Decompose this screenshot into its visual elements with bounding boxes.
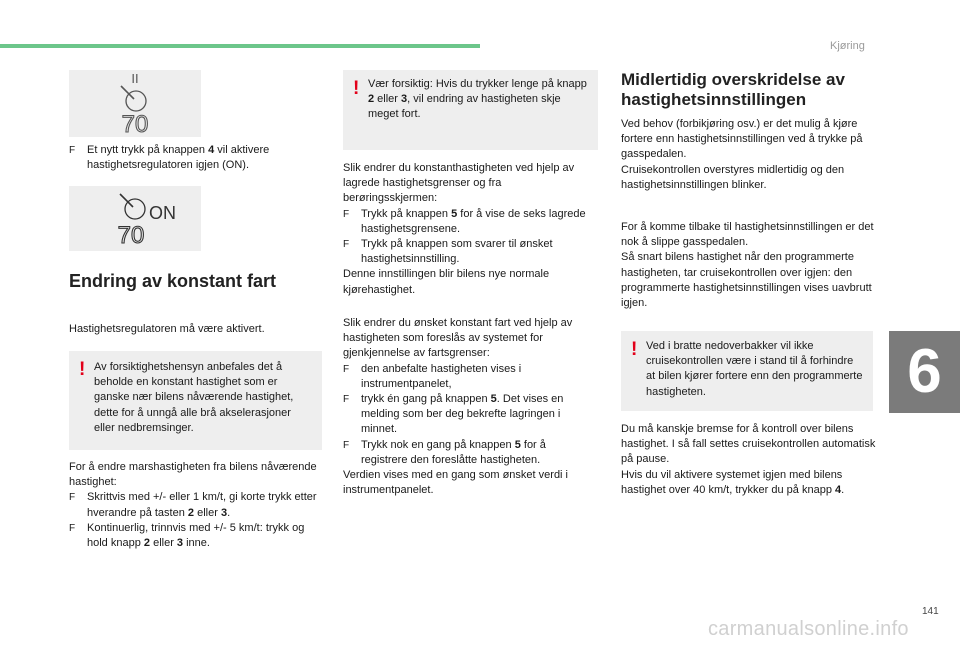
figure-paused-display [69, 70, 201, 137]
warning-box [343, 70, 598, 150]
warning-box [621, 331, 873, 411]
warning-text: Av forsiktighetshensyn anbefales det å beholde en konstant hastighet som er ganske nær bilens nåværende hastighet, dette for å unngå alle brå akselerasjoner eller nedbremsinger. [94, 361, 294, 434]
heading-midlertidig: Midlertidig overskridelse av hastighetsinnstillingen [621, 70, 845, 109]
figure-on-display [69, 186, 201, 251]
section-color-bar [0, 44, 480, 48]
bullet-mark: F [69, 145, 76, 156]
speed-value: 70 [121, 111, 149, 137]
page-number: 141 [922, 606, 939, 617]
warning-box [69, 351, 322, 450]
warning-icon: ! [631, 339, 638, 360]
brake-text: Du må kanskje bremse for å kontroll over bilens hastighet. I så fall settes cruisekontrollen automatisk på pause. Hvis du vil aktivere systemet igjen med bilens hastighet over 40 km/t, trykker du på knapp 4. [621, 423, 876, 496]
watermark: carmanualsonline.info [708, 618, 909, 640]
heading-endring: Endring av konstant fart [69, 271, 277, 291]
speedometer-paused-icon [69, 70, 201, 137]
speedometer-on-icon [69, 186, 201, 251]
suggest-instructions: Slik endrer du ønsket konstant fart ved hjelp av hastigheten som foreslås av systemet for gjenkjennelse av fartsgrenser: F den anbefalte hastigheten vises i instrumentpanelet, F trykk én gang på knappen 5. Det vises en melding som ber deg bekrefte lagringen i minnet. F Trykk nok en gang på knappen 5 for å registrere den foreslåtte hastigheten. Verdien vises med en gang som ønsket verdi i instrumentpanelet. [343, 317, 573, 497]
pause-glyph: II [131, 71, 139, 86]
warning-text: Vær forsiktig: Hvis du trykker lenge på knapp 2 eller 3, vil endring av hastigheten skje meget fort. [368, 78, 587, 121]
change-instructions: For å endre marshastigheten fra bilens nåværende hastighet: F Skrittvis med +/- eller 1 km/t, gi korte trykk etter hverandre på tasten 2 eller 3. F Kontinuerlig, trinnvis med +/- 5 km/t: trykk og hold knapp 2 eller 3 inne. [69, 461, 317, 550]
memory-instructions: Slik endrer du konstanthastigheten ved hjelp av lagrede hastighetsgrenser og fra berøringsskjermen: F Trykk på knappen 5 for å vise de seks lagrede hastighetsgrensene. F Trykk på knappen som svarer til ønsket hastighetsinnstilling. Denne innstillingen blir bilens nye normale kjørehastighet. [343, 162, 586, 296]
return-text: For å komme tilbake til hastighetsinnstillingen er det nok å slippe gasspedalen. Så snart bilens hastighet når den programmerte hastigheten, tar cruisekontrollen over igjen: den programmerte hastighetsinnstillingen vises uavbrutt igjen. [621, 221, 874, 310]
warning-icon: ! [353, 78, 360, 99]
on-label: ON [149, 203, 176, 223]
section-label: Kjøring [830, 40, 865, 52]
warning-text: Ved i bratte nedoverbakker vil ikke cruisekontrollen være i stand til å forhindre at bilen kjører fortere enn den programmerte hastigheten. [646, 340, 863, 398]
override-text: Ved behov (forbikjøring osv.) er det mulig å kjøre fortere enn hastighetsinnstillingen ved å trykke på gasspedalen. Cruisekontrollen overstyres midlertidig og den hastighetsinnstillingen blinker. [621, 118, 863, 191]
intro-text: Hastighetsregulatoren må være aktivert. [69, 323, 265, 335]
speed-value: 70 [117, 222, 145, 249]
warning-icon: ! [79, 359, 86, 380]
bullet-reactivate: F Et nytt trykk på knappen 4 vil aktivere hastighetsregulatoren igjen (ON). [69, 144, 270, 172]
chapter-badge [889, 331, 960, 413]
chapter-number: 6 [907, 337, 942, 406]
